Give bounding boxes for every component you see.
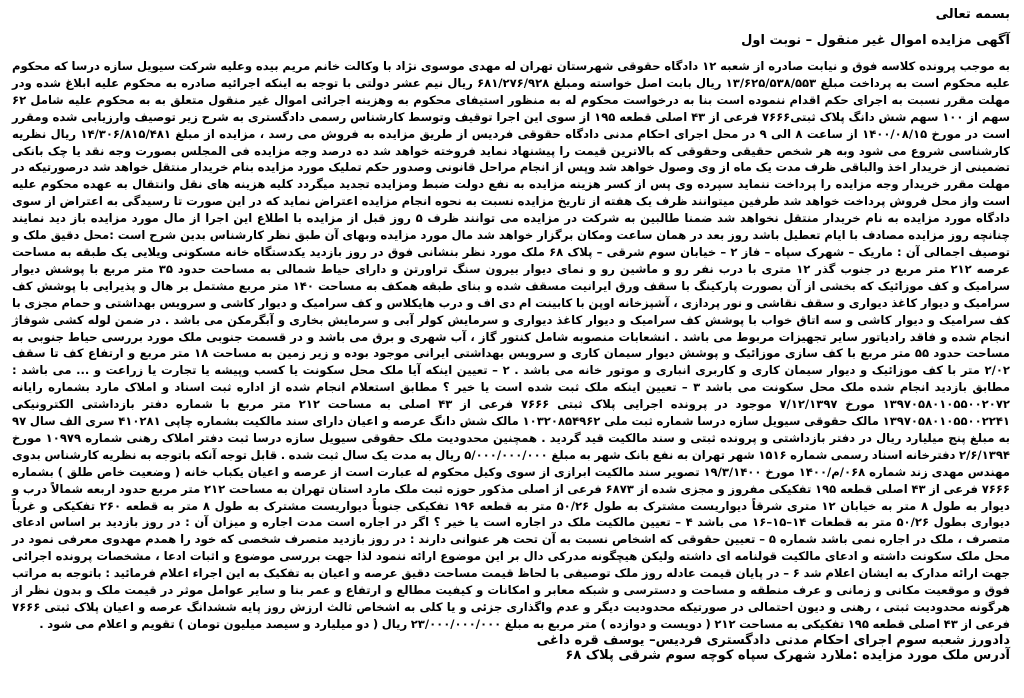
basmala: بسمه تعالی (935, 7, 1010, 22)
property-address: آدرس ملک مورد مزایده :ملارد شهرک سپاه کوچه سوم شرقی پلاک ۶۸ (565, 647, 1010, 663)
notice-body: به موجب پرونده کلاسه فوق و نیابت صادره از شعبه ۱۲ دادگاه حقوقی شهرستان تهران له مهدی موسوی نژاد با وکالت خانم مریم بیده وعلیه شرکت سیویل سازه درسا که محکوم علیه محکوم است به پرداخت مبلغ ۱۳/۶۲۵/۵۳۸/۵۵۳ ریال بابت اصل خواسته ومبلغ ۶۸۱/۲۷۶/۹۲۸ ریال نیم عشر دولتی با توجه به اینکه اجرائیه صادره به محکوم علیه ابلاغ شده ودر مهلت مقرر نسبت به اجرای حکم اقدام ننموده است بنا به درخواست محکوم له به منظور استیفای محکوم به وهزینه اجرائی اموال غیر منقول متعلق به به محکوم علیه شامل ۶۲ سهم از ۱۰۰ سهم شش دانگ پلاک ثبتی۷۶۶۶ فرعی از ۴۳ اصلی قطعه ۱۹۵ از سوی این اجرا توقیف وتوسط کارشناس رسمی دادگستری به شرح زیر توصیف وارزیابی شده ومقرر است در مورخ ۱۴۰۰/۰۸/۱۵ از ساعت ۸ الی ۹ در محل اجرای احکام مدنی دادگاه حقوقی فردیس از طریق مزایده به فروش می رسد ، مزایده از مبلغ ۱۴/۳۰۶/۸۱۵/۴۸۱ ریال نظریه کارشناسی شروع می شود وبه هر شخص حقیقی وحقوقی که بالاترین قیمت را پیشنهاد نماید فروخته خواهد شد ده درصد وجه مزایده فی المجلس بصورت وجه نقد یا چک بانکی تضمینی از خریدار اخذ والباقی ظرف مدت یک ماه از وی وصول خواهد شد وپس از انجام مراحل قانونی وصدور حکم تملیک مورد مزایده بنام خریدار منتقل خواهد شد درصورتیکه در مهلت مقرر خریدار وجه مزایده را پرداخت ننماید سپرده وی پس از کسر هزینه مزایده به نفع دولت ضبط ومزایده تجدید میگردد کلیه هزینه های نقل وانتقال به عهده محکوم علیه است واز محل فروش پرداخت خواهد شد طرفین میتوانند ظرف یک هفته از تاریخ مزایده نسبت به نحوه انجام مزایده اعتراض نماید که در این صورت تا رسیدگی به اعتراض از سوی دادگاه مورد مزایده به نام خریدار منتقل نخواهد شد ضمنا طالبین به شرکت در مزایده می توانند ظرف ۵ روز قبل از مزایده با اطلاع این اجرا از مال مورد مزایده باز دید نمایند چنانچه روز مزایده مصادف با ایام تعطیل باشد روز بعد در همان ساعت ومکان برگزار خواهد شد مال مورد مزایده وبهای آن طبق نظر کارشناس بدین شرح است :محل دقیق ملک و توصیف اجمالی آن : ماریک – شهرک سپاه – فاز ۲ – خیابان سوم شرقی – پلاک ۶۸ ملک مورد نظر بنشانی فوق در روز بازدید یکدستگاه خانه مسکونی ویلایی یک طبقه به مساحت عرصه ۲۱۲ متر مربع در جنوب گذر ۱۲ متری با درب نفر رو و ماشین رو و نمای دیوار بیرون سنگ تراورتن و دارای حیاط شمالی به مساحت حدود ۳۵ متر مربع با پوشش دیوار سرامیک و کف موزائیک که بخشی از آن بصورت پارکینگ با سقف ورق ایرانیت مسقف شده و بنای طبقه همکف به مساحت ۱۴۰ متر مربع مشتمل بر هال و پذیرایی با پوشش کف سرامیک و دیوار کاغذ دیواری و سقف نقاشی و نور پردازی ، آشپزخانه اوپن با کابینت ام دی اف و درب هایکلاس و کف سرامیک و دیوار کاشی و سرویس بهداشتی و حمام مجزی با کف سرامیک و دیوار کاشی و سه اتاق خواب با پوشش کف سرامیک و دیوار کاغذ دیواری و سرمایش کولر آبی و سرمایش بخاری و آبگرمکن می باشد . در ضمن لوله کشی شوفاژ انجام شده و فاقد رادیاتور سایر تجهیزات مربوط می باشد . انشعابات منصوبه شامل کنتور گاز ، آب شهری و برق می باشد و در قسمت جنوبی ملک مورد بررسی حیاط جنوبی به مساحت حدود ۵۵ متر مربع با کف سازی موزائیک و پوشش دیوار سیمان کاری و سرویس بهداشتی ایرانی موجود بوده و زیر زمین به مساحت ۱۸ متر مربع و ارتفاع کف تا سقف ۲/۰۲ متر با کف موزائیک و دیوار سیمان کاری و کاربری انباری و موتور خانه می باشد . ۲ – تعیین اینکه آیا ملک محل سکونت یا کسب وپیشه یا تجارت یا زراعت و ... می باشد : مطابق بازدید انجام شده ملک محل سکونت می باشد ۳ – تعیین اینکه ملک ثبت شده است یا خیر ؟ مطابق استعلام انجام شده از اداره ثبت اسناد و املاک مارد بشماره رایانه ۱۳۹۷۰۵۸۰۱۰۵۵۰۰۲۰۷۲ مورخ ۷/۱۲/۱۳۹۷ موجود در پرونده اجرایی پلاک ثبتی ۷۶۶۶ فرعی از ۴۳ اصلی به مساحت ۲۱۲ متر مربع با شماره دفتر بازداشتی الکترونیکی ۱۳۹۷۰۵۸۰۱۰۵۵۰۰۲۲۴۱ مالک حقوقی سیویل سازه درسا شماره ثبت ملی ۱۰۳۲۰۸۵۴۹۶۲ مالک شش دانگ عرصه و اعیان دارای سند مالکیت بشماره چاپی ۴۱۰۲۸۱ سری الف سال ۹۷ به مبلغ پنج میلیارد ریال در دفتر بازداشتی و پرونده ثبتی و سند مالکیت قید گردید . همچنین محدودیت ملک حقوقی سیویل سازه درسا ثبت دفتر املاک رهنی شماره ۱۰۹۷۹ مورخ ۲/۶/۱۳۹۴ دفترخانه اسناد رسمی شماره ۱۵۱۶ شهر تهران به نفع بانک شهر به مبلغ ۵/۰۰۰/۰۰۰/۰۰۰ ریال به مدت یک سال ثبت شده . قابل توجه آنکه باتوجه به نظریه کارشناس بدوی مهندس مهدی زند شماره ۰۶۸/م/۱۴۰۰ مورخ ۱۹/۳/۱۴۰۰ تصویر سند مالکیت ابرازی از سوی وکیل محکوم له عبارت است از عرصه و اعیان یکباب خانه ( وضعیت خاص طلق ) بشماره ۷۶۶۶ فرعی از ۴۳ اصلی قطعه ۱۹۵ تفکیکی مفروز و مجزی شده از ۶۸۷۳ فرعی از اصلی مذکور حوزه ثبت ملک مارد استان تهران به مساحت ۲۱۲ متر مربع حدود اربعه شمالاً درب و دیوار به طول ۸ متر به خیابان ۱۲ متری شرقاً دیواریست مشترک به طول ۵۰/۲۶ متر به قطعه ۱۹۶ تفکیکی جنوباً دیواریست مشترک به طول ۸ متر به قطعه ۲۶۰ تفکیکی و غرباً دیواری بطول ۵۰/۲۶ متر به قطعات ۱۴–۱۵–۱۶ می باشد ۴ – تعیین مالکیت ملک در اجاره است یا خیر ؟ اگر در اجاره است مدت اجاره و میزان آن : در روز بازدید بر اساس ادعای متصرف ، ملک در اجاره نمی باشد شماره ۵ – تعیین حقوقی که اشخاص نسبت به آن تحت هر عنوانی دارند : در روز بازدید متصرف شخصی که خود را همدم مهدوی معرفی نمود در محل ملک سکونت داشته و ادعای مالکیت قولنامه ای داشته ولیکن هیچگونه مدرکی دال بر این موضوع ارائه ننمود لذا جهت بررسی موضوع و اثبات ادعا ، مشخصات پرونده اجرائی جهت ارائه مدارک به ایشان اعلام شد ۶ – در پایان قیمت عادله روز ملک توصیفی با لحاظ قیمت مساحت دقیق عرصه و اعیان به تفکیک به این اجراء اعلام فرمائید : باتوجه به مراتب فوق و موقعیت مکانی و زمانی و عرف منطقه و مساحت و دسترسی و شبکه معابر و امکانات و کیفیت مطالع و ارتفاع و عمر بنا و سایر عوامل موثر در قیمت ملک و بدون نظر از هرگونه محدودیت ثبتی ، رهنی و دیون احتمالی در صورتیکه محدودیت دیگر و عدم واگذاری جزئی و یا کلی به اشخاص ثالث ارزش روز پایه ششدانگ عرصه و اعیان پلاک ثبتی ۷۶۶۶ فرعی از ۴۳ اصلی قطعه ۱۹۵ تفکیکی به مساحت ۲۱۲ ( دویست و دوازده ) متر مربع به مبلغ ۲۳/۰۰۰/۰۰۰/۰۰۰ ریال ( دو میلیارد و سیصد میلیون تومان ) تقویم و اعلام می شود . (12, 59, 1011, 631)
signature-line: دادورز شعبه سوم اجرای احکام مدنی دادگستری فردیس– یوسف قره داغی (536, 633, 1010, 648)
notice-title: آگهی مزایده اموال غیر منقول – نوبت اول (741, 33, 1010, 48)
